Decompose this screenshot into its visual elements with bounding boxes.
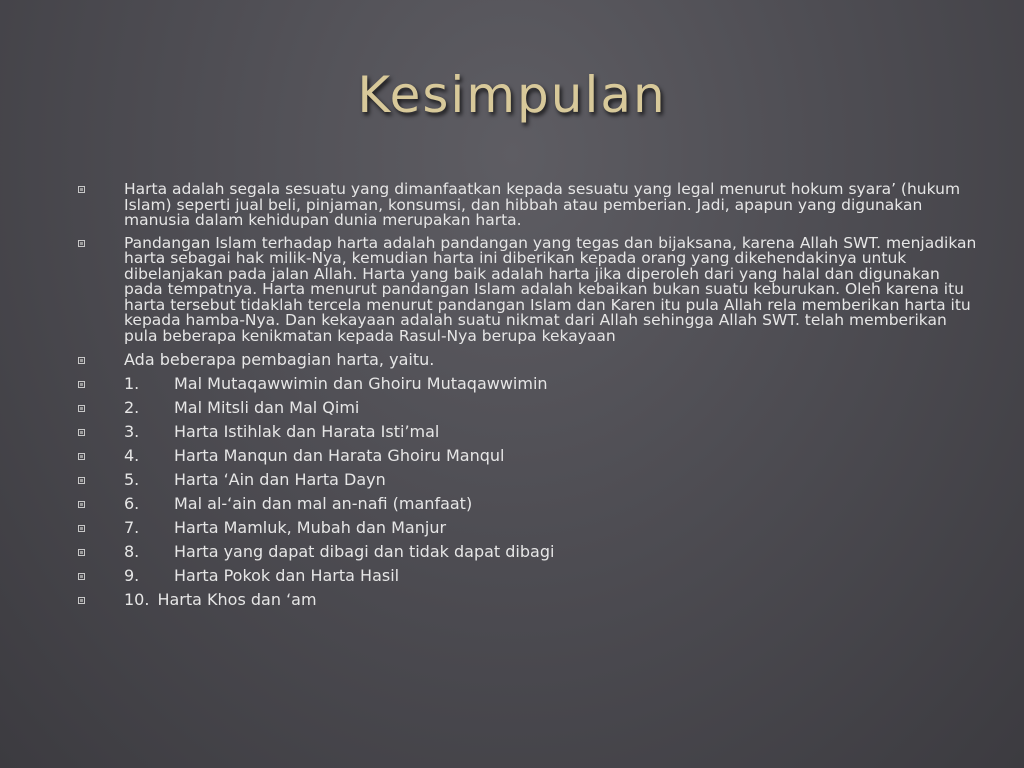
list-item (78, 375, 978, 393)
intro-text: Ada beberapa pembagian harta, yaitu. (124, 350, 435, 369)
square-bullet-icon (78, 240, 85, 247)
list-text: Harta ‘Ain dan Harta Dayn (174, 470, 386, 489)
square-bullet-icon (78, 186, 85, 193)
square-bullet-icon (78, 429, 85, 436)
list-text: Mal Mitsli dan Mal Qimi (174, 398, 360, 417)
list-text: Harta Mamluk, Mubah dan Manjur (174, 518, 447, 537)
list-text: Harta yang dapat dibagi dan tidak dapat dibagi (174, 542, 555, 561)
list-text: Harta Khos dan ‘am (157, 590, 317, 609)
paragraph-text: Pandangan Islam terhadap harta adalah pandangan yang tegas dan bijaksana, karena Allah SWT. menjadikan harta sebagai hak milik-Nya, kemudian harta ini diberikan kepada orang yang dikehendakinya untuk dibelanjakan pada jalan Allah. Harta yang baik adalah harta jika diperoleh dari yang halal dan digunakan pada tempatnya. Harta menurut pandangan Islam adalah kebaikan bukan suatu keburukan. Oleh karena itu harta tersebut tidaklah tercela menurut pandangan Islam dan Karen itu pula Allah rela memberikan harta itu kepada hamba-Nya. Dan kekayaan adalah suatu nikmat dari Allah sehingga Allah SWT. telah memberikan pula beberapa kenikmatan kepada Rasul-Nya berupa kekayaan (124, 233, 977, 345)
list-item (78, 495, 978, 513)
square-bullet-icon (78, 453, 85, 460)
list-item (78, 543, 978, 561)
square-bullet-icon (78, 381, 85, 388)
square-bullet-icon (78, 501, 85, 508)
list-number: 5. (124, 470, 140, 489)
square-bullet-icon (78, 597, 85, 604)
list-number: 4. (124, 446, 140, 465)
list-number: 9. (124, 566, 140, 585)
slide-content (78, 182, 978, 615)
square-bullet-icon (78, 477, 85, 484)
list-text: Mal Mutaqawwimin dan Ghoiru Mutaqawwimin (174, 374, 548, 393)
list-text: Harta Manqun dan Harata Ghoiru Manqul (174, 446, 505, 465)
list-number: 2. (124, 398, 140, 417)
list-item (78, 471, 978, 489)
intro-item (78, 351, 978, 369)
list-text: Harta Pokok dan Harta Hasil (174, 566, 400, 585)
list-item (78, 447, 978, 465)
list-item (78, 567, 978, 585)
list-number: 10. (124, 590, 150, 609)
list-number: 1. (124, 374, 140, 393)
square-bullet-icon (78, 405, 85, 412)
square-bullet-icon (78, 573, 85, 580)
list-number: 6. (124, 494, 140, 513)
slide-title: Kesimpulan (357, 66, 667, 124)
paragraph-1 (78, 182, 978, 229)
square-bullet-icon (78, 549, 85, 556)
list-number: 3. (124, 422, 140, 441)
paragraph-text: Harta adalah segala sesuatu yang dimanfaatkan kepada sesuatu yang legal menurut hokum syara’ (hukum Islam) seperti jual beli, pinjaman, konsumsi, dan hibbah atau pemberian. Jadi, apapun yang digunakan manusia dalam kehidupan dunia merupakan harta. (124, 180, 961, 229)
list-text: Mal al-‘ain dan mal an-nafi (manfaat) (174, 494, 473, 513)
paragraph-2 (78, 233, 978, 345)
square-bullet-icon (78, 525, 85, 532)
list-item (78, 399, 978, 417)
list-item (78, 423, 978, 441)
list-number: 7. (124, 518, 140, 537)
list-item (78, 519, 978, 537)
list-text: Harta Istihlak dan Harata Isti’mal (174, 422, 440, 441)
list-number: 8. (124, 542, 140, 561)
list-item (78, 591, 978, 609)
square-bullet-icon (78, 357, 85, 364)
